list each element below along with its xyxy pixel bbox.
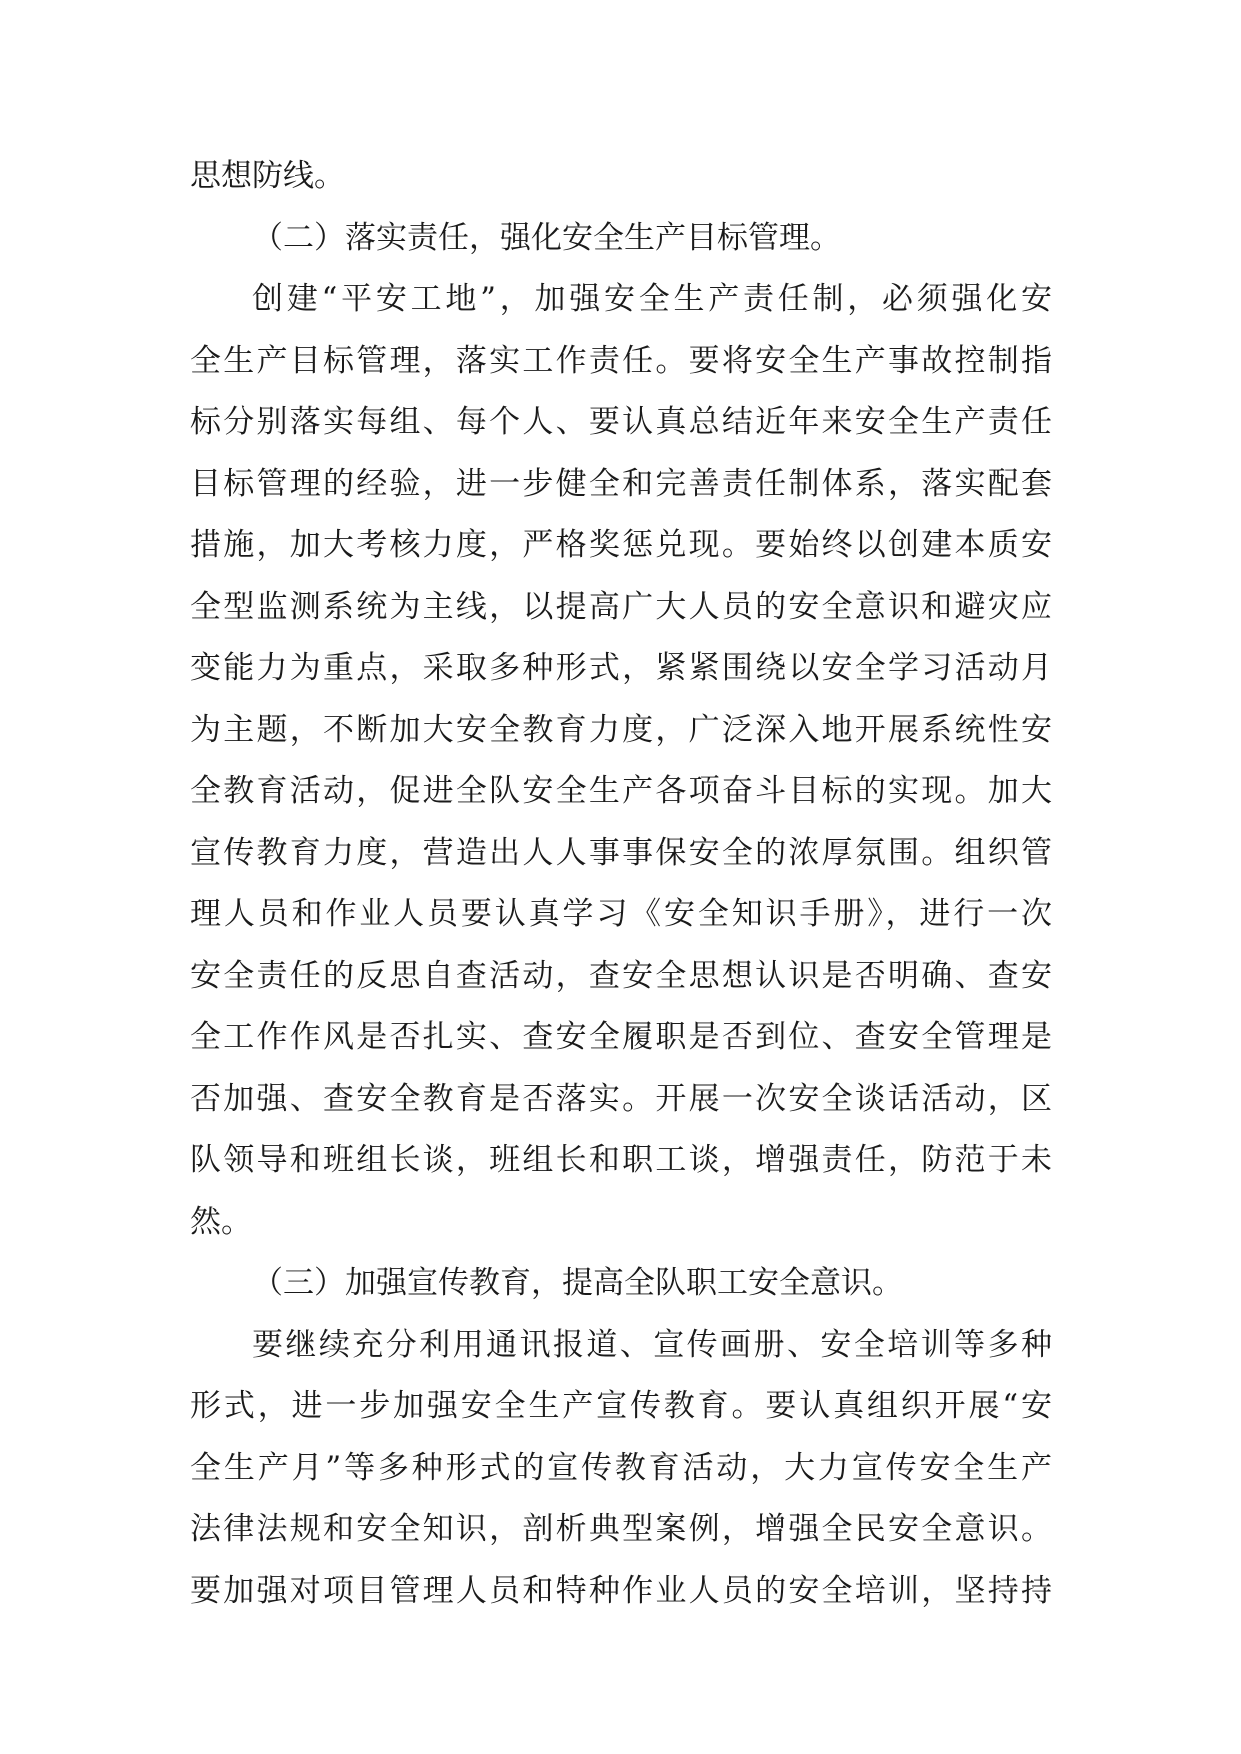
paragraph-line: 然。 xyxy=(190,1203,252,1240)
paragraph-line: 全工作作风是否扎实、查安全履职是否到位、查安全管理是 xyxy=(190,1019,1052,1055)
paragraph-line: 要继续充分利用通讯报道、宣传画册、安全培训等多种 xyxy=(252,1326,1052,1363)
paragraph-line: 要加强对项目管理人员和特种作业人员的安全培训，坚持持 xyxy=(190,1572,1052,1609)
paragraph-line: 宣传教育力度，营造出人人事事保安全的浓厚氛围。组织管 xyxy=(190,834,1052,871)
paragraph-line: 理人员和作业人员要认真学习《安全知识手册》，进行一次 xyxy=(190,896,1052,932)
paragraph-line: 安全责任的反思自查活动，查安全思想认识是否明确、查安 xyxy=(190,957,1052,994)
section-heading-2: （二）落实责任，强化安全生产目标管理。 xyxy=(252,219,841,256)
paragraph-line: 变能力为重点，采取多种形式，紧紧围绕以安全学习活动月 xyxy=(190,650,1052,686)
paragraph-line: 创建“平安工地”，加强安全生产责任制，必须强化安 xyxy=(252,281,1052,317)
paragraph-line: 全教育活动，促进全队安全生产各项奋斗目标的实现。加大 xyxy=(190,773,1052,809)
paragraph-line: 队领导和班组长谈，班组长和职工谈，增强责任，防范于未 xyxy=(190,1142,1052,1178)
paragraph-line: 形式，进一步加强安全生产宣传教育。要认真组织开展“安 xyxy=(190,1388,1052,1424)
paragraph-line: 为主题，不断加大安全教育力度，广泛深入地开展系统性安 xyxy=(190,711,1052,748)
paragraph-line: 措施，加大考核力度，严格奖惩兑现。要始终以创建本质安 xyxy=(190,527,1052,563)
paragraph-line: 全型监测系统为主线，以提高广大人员的安全意识和避灾应 xyxy=(190,588,1052,625)
section-heading-3: （三）加强宣传教育，提高全队职工安全意识。 xyxy=(252,1265,903,1301)
paragraph-line: 法律法规和安全知识，剖析典型案例，增强全民安全意识。 xyxy=(190,1511,1052,1547)
paragraph-line: 思想防线。 xyxy=(190,158,345,194)
paragraph-line: 全生产目标管理，落实工作责任。要将安全生产事故控制指 xyxy=(190,342,1052,379)
body-text xyxy=(190,146,1052,1622)
paragraph-line: 标分别落实每组、每个人、要认真总结近年来安全生产责任 xyxy=(190,404,1052,440)
paragraph-line: 全生产月”等多种形式的宣传教育活动，大力宣传安全生产 xyxy=(190,1449,1052,1486)
paragraph-line: 目标管理的经验，进一步健全和完善责任制体系，落实配套 xyxy=(190,465,1052,502)
paragraph-line: 否加强、查安全教育是否落实。开展一次安全谈话活动，区 xyxy=(190,1080,1052,1117)
